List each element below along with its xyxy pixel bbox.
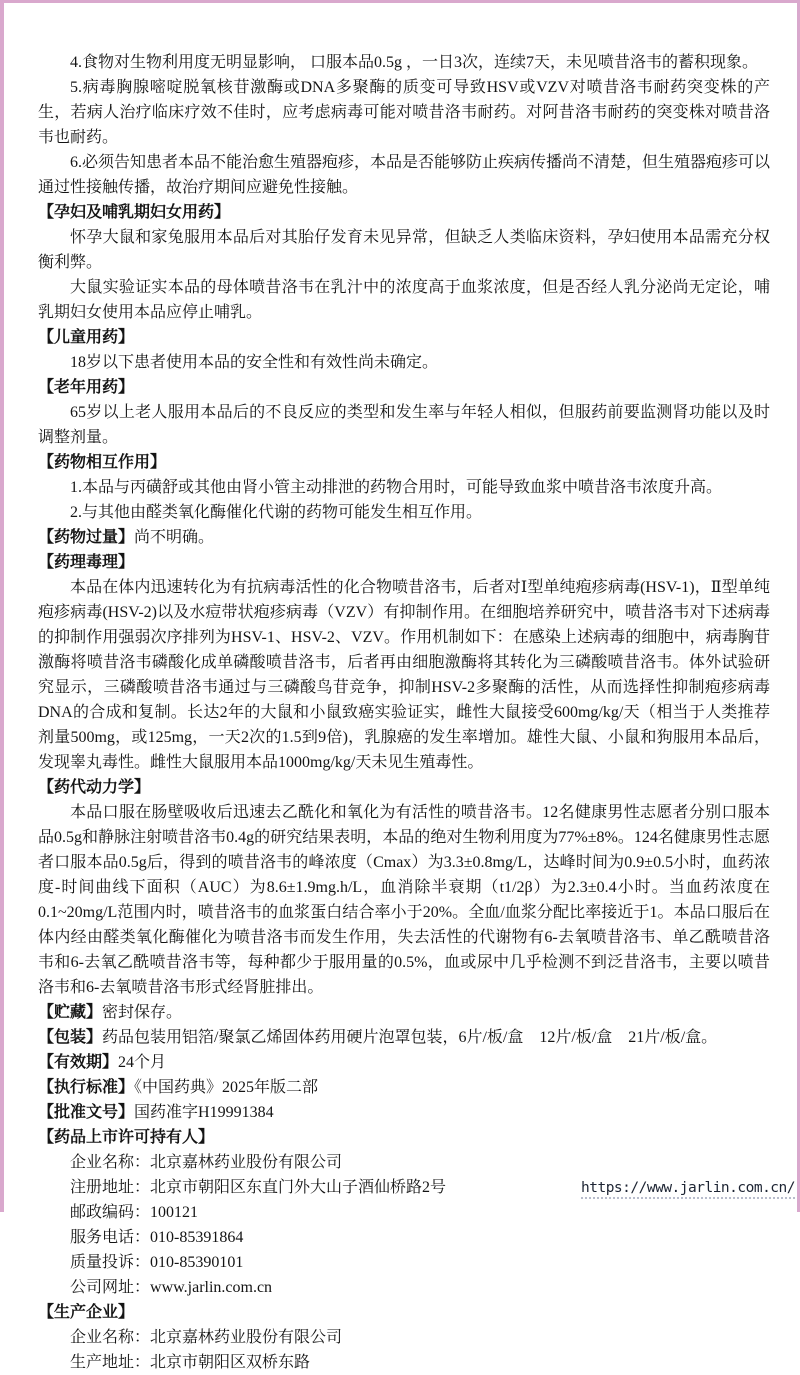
section-title-children: 【儿童用药】 — [38, 329, 135, 346]
holder-company-website — [38, 1275, 770, 1300]
field-label: 质量投诉： — [70, 1254, 151, 1271]
section-packaging — [38, 1025, 770, 1050]
field-label: 邮政编码： — [70, 1204, 151, 1221]
packaging-text: 药品包装用铝箔/聚氯乙烯固体药用硬片泡罩包装，6片/板/盒 12片/板/盒 21片/板/盒。 — [102, 1029, 718, 1046]
insert-body-text — [38, 50, 770, 1375]
field-value: 100121 — [150, 1204, 199, 1221]
section-title-pharmacology: 【药理毒理】 — [38, 554, 135, 571]
section-approval-number — [38, 1100, 770, 1125]
interactions-item-1: 1.本品与丙磺舒或其他由肾小管主动排泄的药物合用时，可能导致血浆中喷昔洛韦浓度升高。 — [70, 479, 723, 496]
manufacturer-production-address — [38, 1350, 770, 1375]
precaution-item-4: 4.食物对生物利用度无明显影响， 口服本品0.5g ，一日3次，连续7天，未见喷昔洛韦的蓄积现象。 — [70, 54, 759, 71]
field-label: 服务电话： — [70, 1229, 151, 1246]
section-title-storage: 【贮藏】 — [38, 1004, 103, 1021]
section-validity — [38, 1050, 770, 1075]
section-title-manufacturer: 【生产企业】 — [38, 1304, 135, 1321]
section-storage — [38, 1000, 770, 1025]
validity-text: 24个月 — [118, 1054, 167, 1071]
interactions-item-2: 2.与其他由醛类氧化酶催化代谢的药物可能发生相互作用。 — [70, 504, 483, 521]
watermark-url: https://www.jarlin.com.cn/ — [581, 1180, 795, 1199]
pharmacology-para-1: 本品在体内迅速转化为有抗病毒活性的化合物喷昔洛韦，后者对Ⅰ型单纯疱疹病毒(HSV-1)，Ⅱ型单纯疱疹病毒(HSV-2)以及水痘带状疱疹病毒（VZV）有抑制作用。在细胞培养研究中，喷昔洛韦对下述病毒的抑制作用强弱次序排列为HSV-1、HSV-2、VZV。作用机制如下：在感染上述病毒的细胞中，病毒胸苷激酶将喷昔洛韦磷酸化成单磷酸喷昔洛韦，后者再由细胞激酶将其转化为三磷酸喷昔洛韦。体外试验研究显示，三磷酸喷昔洛韦通过与三磷酸鸟苷竞争，抑制HSV-2多聚酶的活性，从而选择性抑制疱疹病毒DNA的合成和复制。长达2年的大鼠和小鼠致癌实验证实，雌性大鼠接受600mg/kg/天（相当于人类推荐剂量500mg，或125mg，一天2次的1.5到9倍)，乳腺癌的发生率增加。雄性大鼠、小鼠和狗服用本品后，发现睾丸毒性。雌性大鼠服用本品1000mg/kg/天未见生殖毒性。 — [38, 579, 770, 771]
storage-text: 密封保存。 — [102, 1004, 183, 1021]
section-title-packaging: 【包装】 — [38, 1029, 103, 1046]
field-label: 企业名称： — [70, 1154, 151, 1171]
precaution-item-5: 5.病毒胸腺嘧啶脱氧核苷激酶或DNA多聚酶的质变可导致HSV或VZV对喷昔洛韦耐药突变株的产生，若病人治疗临床疗效不佳时，应考虑病毒可能对喷昔洛韦耐药。对阿昔洛韦耐药的突变株对喷昔洛韦也耐药。 — [38, 79, 770, 146]
holder-quality-complaint-phone — [38, 1250, 770, 1275]
section-title-pregnancy: 【孕妇及哺乳期妇女用药】 — [38, 204, 231, 221]
children-para-1: 18岁以下患者使用本品的安全性和有效性尚未确定。 — [70, 354, 439, 371]
field-value: 北京市朝阳区双桥东路 — [150, 1354, 311, 1371]
field-value: www.jarlin.com.cn — [150, 1279, 273, 1296]
section-title-validity: 【有效期】 — [38, 1054, 119, 1071]
field-label: 公司网址： — [70, 1279, 151, 1296]
holder-service-phone — [38, 1225, 770, 1250]
manufacturer-company-name — [38, 1325, 770, 1350]
field-label: 生产地址： — [70, 1354, 151, 1371]
section-title-standard: 【执行标准】 — [38, 1079, 135, 1096]
approval-number-text: 国药准字H19991384 — [134, 1104, 274, 1121]
pharmacokinetics-para-1: 本品口服在肠壁吸收后迅速去乙酰化和氧化为有活性的喷昔洛韦。12名健康男性志愿者分别口服本品0.5g和静脉注射喷昔洛韦0.4g的研究结果表明，本品的绝对生物利用度为77%±8%。124名健康男性志愿者口服本品0.5g后，得到的喷昔洛韦的峰浓度（Cmax）为3.3±0.8mg/L，达峰时间为0.9±0.5小时，血药浓度-时间曲线下面积（AUC）为8.6±1.9mg.h/L，血消除半衰期（t1/2β）为2.3±0.4小时。当血药浓度在0.1~20mg/L范围内时，喷昔洛韦的血浆蛋白结合率小于20%。全血/血浆分配比率接近于1。本品口服后在体内经由醛类氧化酶催化为喷昔洛韦而发生作用，失去活性的代谢物有6-去氧喷昔洛韦、单乙酰喷昔洛韦和6-去氧乙酰喷昔洛韦等，每种都少于服用量的0.5%，血或尿中几乎检测不到泛昔洛韦，主要以喷昔洛韦和6-去氧喷昔洛韦形式经肾脏排出。 — [38, 804, 770, 996]
field-label: 企业名称： — [70, 1329, 151, 1346]
section-title-approval-number: 【批准文号】 — [38, 1104, 135, 1121]
holder-postal-code — [38, 1200, 770, 1225]
section-standard — [38, 1075, 770, 1100]
field-value: 010-85390101 — [150, 1254, 244, 1271]
precaution-item-6: 6.必须告知患者本品不能治愈生殖器疱疹，本品是否能够防止疾病传播尚不清楚，但生殖器疱疹可以通过性接触传播，故治疗期间应避免性接触。 — [38, 154, 771, 196]
standard-text: 《中国药典》2025年版二部 — [134, 1079, 319, 1096]
pregnancy-para-2: 大鼠实验证实本品的母体喷昔洛韦在乳汁中的浓度高于血浆浓度，但是否经人乳分泌尚无定论，哺乳期妇女使用本品应停止哺乳。 — [38, 279, 770, 321]
field-value: 北京嘉林药业股份有限公司 — [150, 1329, 343, 1346]
holder-company-name — [38, 1150, 770, 1175]
field-value: 北京市朝阳区东直门外大山子酒仙桥路2号 — [150, 1179, 447, 1196]
section-overdose — [38, 525, 770, 550]
section-title-pharmacokinetics: 【药代动力学】 — [38, 779, 151, 796]
overdose-text: 尚不明确。 — [134, 529, 215, 546]
pregnancy-para-1: 怀孕大鼠和家兔服用本品后对其胎仔发育未见异常，但缺乏人类临床资料，孕妇使用本品需充分权衡利弊。 — [38, 229, 770, 271]
field-label: 注册地址： — [70, 1179, 151, 1196]
elderly-para-1: 65岁以上老人服用本品后的不良反应的类型和发生率与年轻人相似，但服药前要监测肾功能以及时调整剂量。 — [38, 404, 770, 446]
section-title-elderly: 【老年用药】 — [38, 379, 135, 396]
section-title-overdose: 【药物过量】 — [38, 529, 135, 546]
field-value: 010-85391864 — [150, 1229, 244, 1246]
section-title-license-holder: 【药品上市许可持有人】 — [38, 1129, 215, 1146]
section-title-interactions: 【药物相互作用】 — [38, 454, 167, 471]
field-value: 北京嘉林药业股份有限公司 — [150, 1154, 343, 1171]
